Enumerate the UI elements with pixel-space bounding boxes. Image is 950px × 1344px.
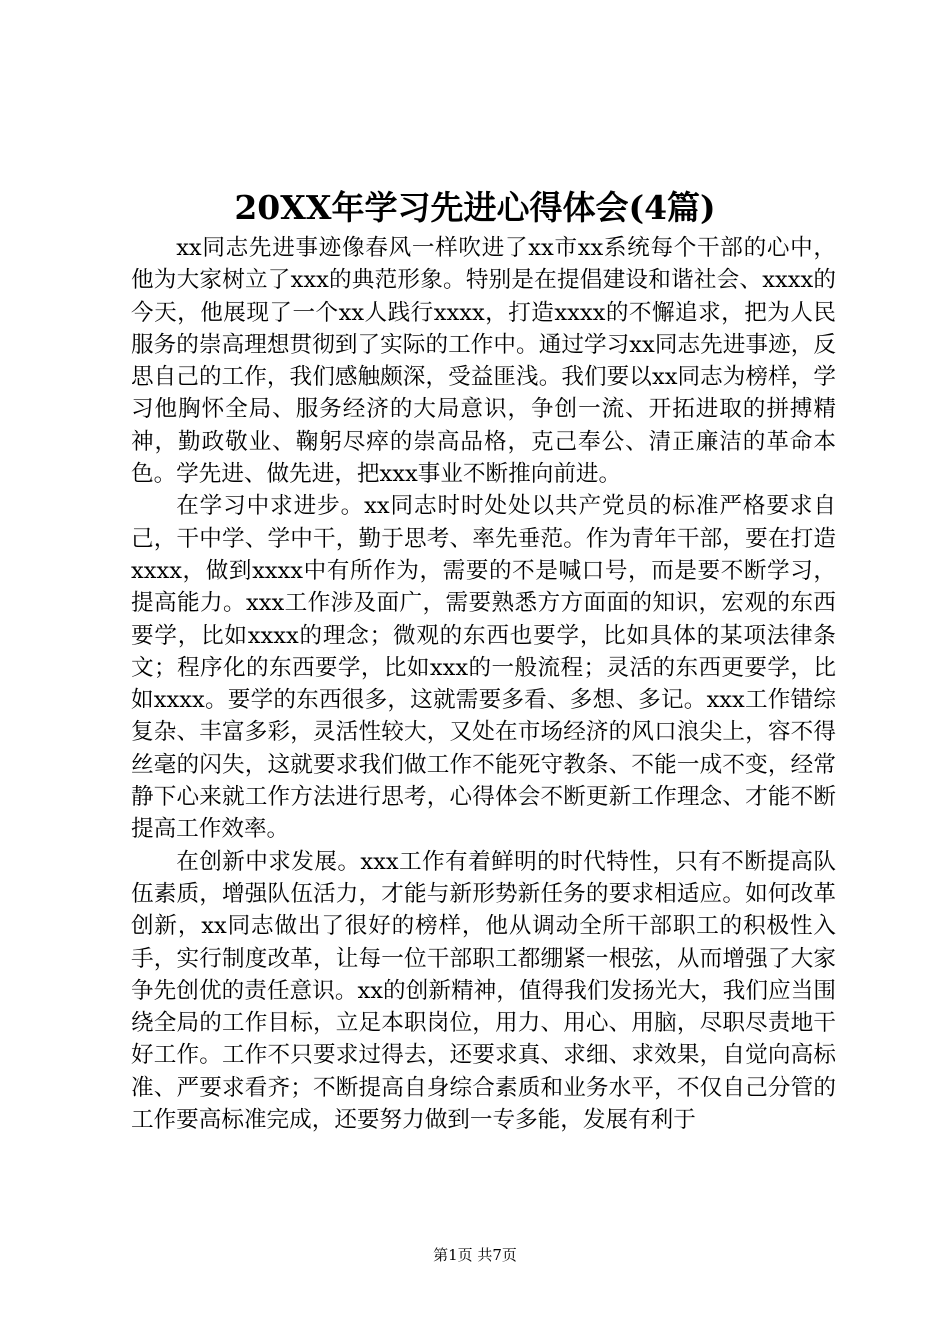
document-title: 20XX年学习先进心得体会(4篇) xyxy=(234,188,716,227)
document-body xyxy=(131,232,836,1136)
paragraph-3: 在创新中求发展。xxx工作有着鲜明的时代特性，只有不断提高队伍素质，增强队伍活力，才能与新形势新任务的要求相适应。如何改革创新，xx同志做出了很好的榜样，他从调动全所干部职工的积极性入手，实行制度改革，让每一位干部职工都绷紧一根弦，从而增强了大家争先创优的责任意识。xx的创新精神，值得我们发扬光大，我们应当围绕全局的工作目标，立足本职岗位，用力、用心、用脑，尽职尽责地干好工作。工作不只要求过得去，还要求真、求细、求效果，自觉向高标准、严要求看齐；不断提高自身综合素质和业务水平，不仅自己分管的工作要高标准完成，还要努力做到一专多能，发展有利于 xyxy=(131,848,836,1134)
paragraph-2: 在学习中求进步。xx同志时时处处以共产党员的标准严格要求自己，干中学、学中干，勤于思考、率先垂范。作为青年干部，要在打造xxxx，做到xxxx中有所作为，需要的不是喊口号，而是要不断学习，提高能力。xxx工作涉及面广，需要熟悉方方面面的知识，宏观的东西要学，比如xxxx的理念；微观的东西也要学，比如具体的某项法律条文；程序化的东西要学，比如xxx的一般流程；灵活的东西更要学，比如xxxx。要学的东西很多，这就需要多看、多想、多记。xxx工作错综复杂、丰富多彩，灵活性较大，又处在市场经济的风口浪尖上，容不得丝毫的闪失，这就要求我们做工作不能死守教条、不能一成不变，经常静下心来就工作方法进行思考，心得体会不断更新工作理念、才能不断提高工作效率。 xyxy=(131,493,836,843)
page-number-footer: 第1页 共7页 xyxy=(433,1246,517,1264)
paragraph-1: xx同志先进事迹像春风一样吹进了xx市xx系统每个干部的心中，他为大家树立了xxx的典范形象。特别是在提倡建设和谐社会、xxxx的今天，他展现了一个xx人践行xxxx，打造xxxx的不懈追求，把为人民服务的崇高理想贯彻到了实际的工作中。通过学习xx同志先进事迹，反思自己的工作，我们感触颇深，受益匪浅。我们要以xx同志为榜样，学习他胸怀全局、服务经济的大局意识，争创一流、开拓进取的拼搏精神，勤政敬业、鞠躬尽瘁的崇高品格，克己奉公、清正廉洁的革命本色。学先进、做先进，把xxx事业不断推向前进。 xyxy=(131,235,836,488)
